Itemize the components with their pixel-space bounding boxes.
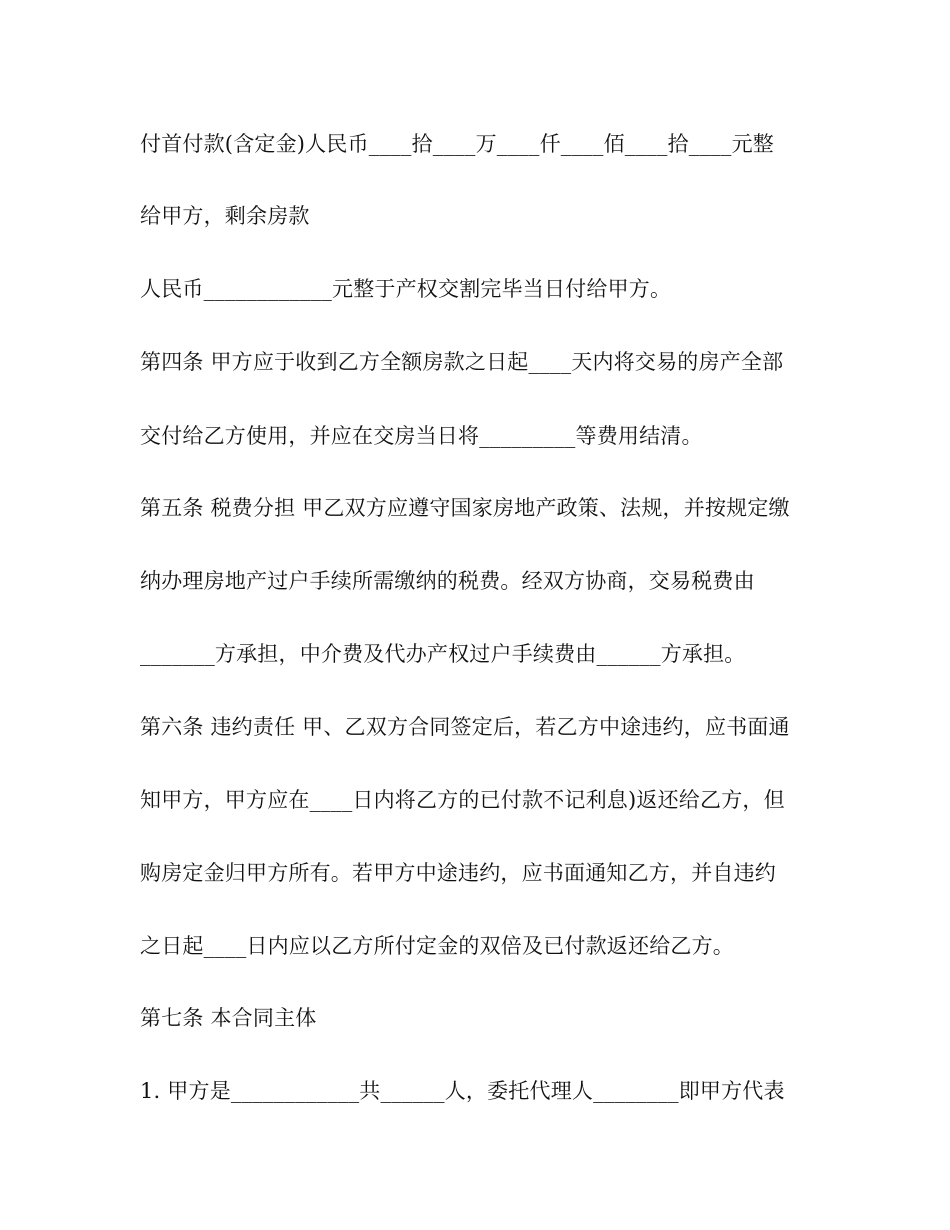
text-line: 付首付款(含定金)人民币____拾____万____仟____佰____拾____元整: [140, 132, 774, 156]
text-line: 第七条 本合同主体: [140, 1006, 317, 1030]
text-line: 纳办理房地产过户手续所需缴纳的税费。经双方协商，交易税费由: [140, 569, 755, 593]
text-line: 第五条 税费分担 甲乙双方应遵守国家房地产政策、法规，并按规定缴: [140, 496, 790, 520]
text-line: 1. 甲方是____________共______人，委托代理人________即甲方代表: [140, 1079, 785, 1103]
text-line: 第六条 违约责任 甲、乙双方合同签定后，若乙方中途违约，应书面通: [140, 715, 790, 739]
text-line: 第四条 甲方应于收到乙方全额房款之日起____天内将交易的房产全部: [140, 350, 784, 374]
text-line: 之日起____日内应以乙方所付定金的双倍及已付款返还给乙方。: [140, 934, 734, 958]
text-line: 购房定金归甲方所有。若甲方中途违约，应书面通知乙方，并自违约: [140, 861, 776, 885]
text-line: _______方承担，中介费及代办产权过户手续费由______方承担。: [140, 642, 746, 666]
text-line: 给甲方，剩余房款: [140, 204, 310, 228]
text-line: 人民币____________元整于产权交割完毕当日付给甲方。: [140, 277, 672, 301]
text-line: 交付给乙方使用，并应在交房当日将_________等费用结清。: [140, 424, 703, 448]
text-line: 知甲方，甲方应在____日内将乙方的已付款不记利息)返还给乙方，但: [140, 788, 785, 812]
